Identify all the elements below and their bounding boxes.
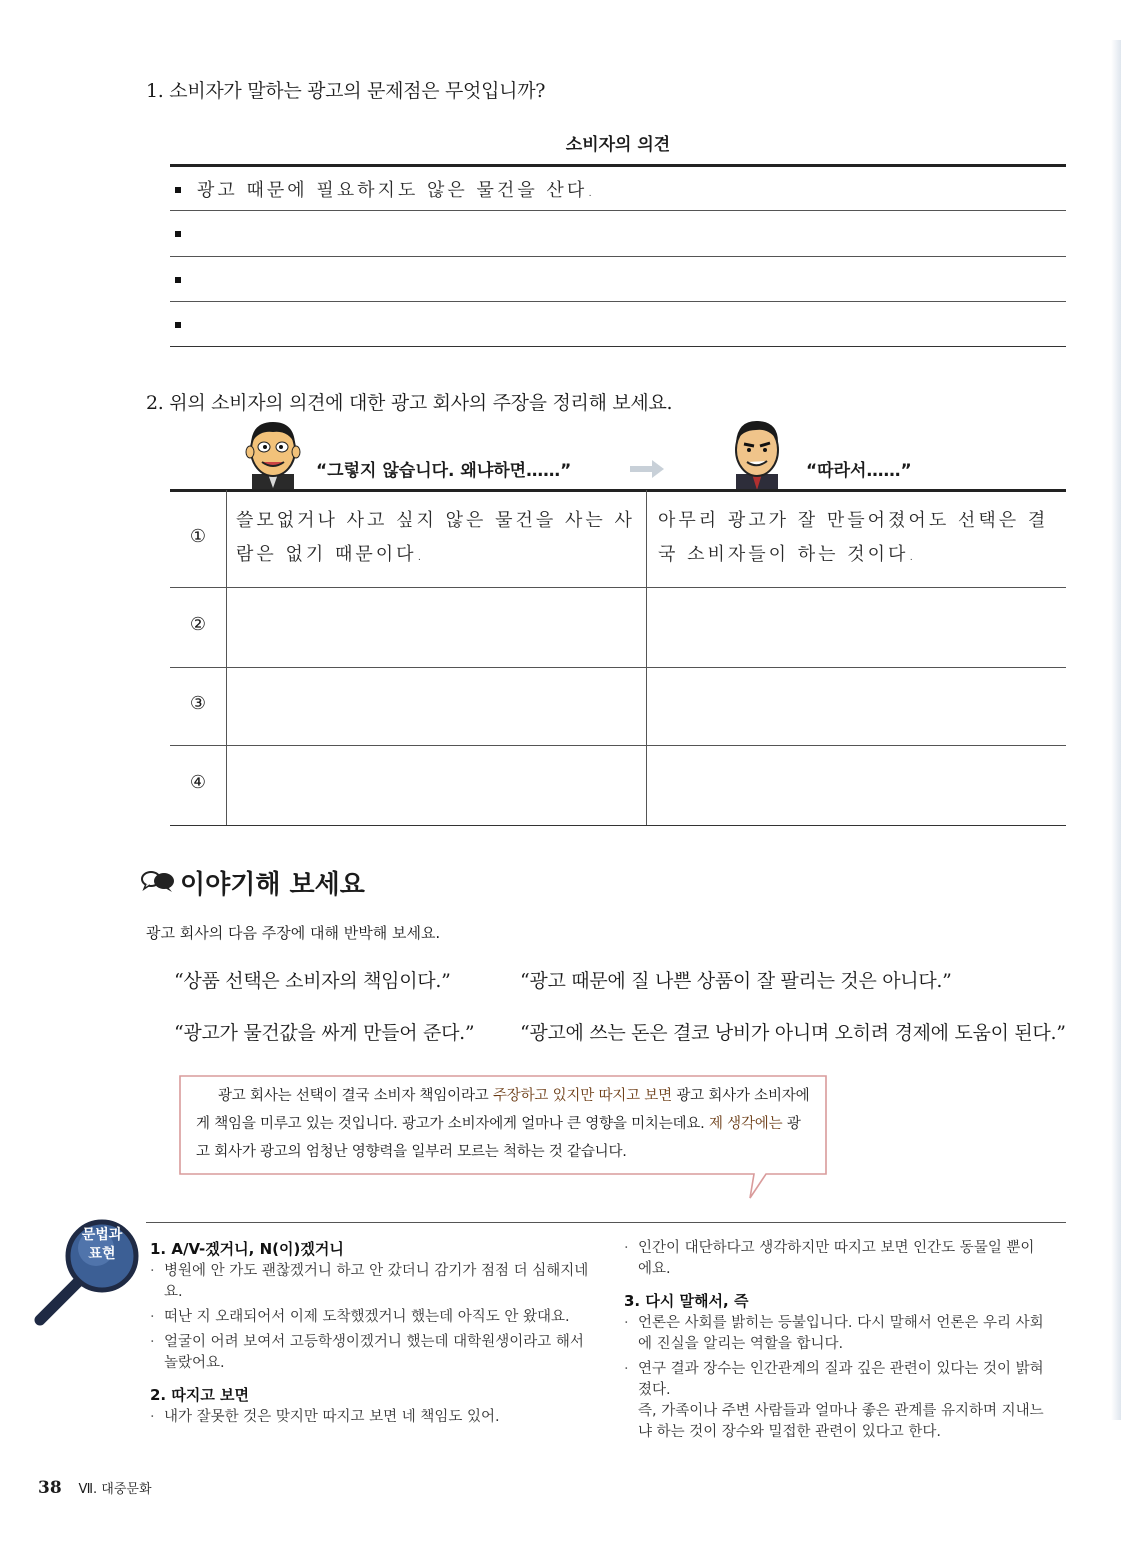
claims-table bbox=[170, 490, 1066, 826]
grammar-right-column bbox=[624, 1238, 1044, 1443]
talk-section-header bbox=[140, 868, 365, 900]
opinion-row[interactable] bbox=[170, 168, 1066, 212]
question-1-title: 1. 소비자가 말하는 광고의 문제점은 무엇입니까? bbox=[146, 80, 546, 102]
table-bottom-rule bbox=[170, 346, 1066, 347]
speech-left: “그렇지 않습니다. 왜냐하면……” bbox=[316, 461, 572, 481]
grammar-heading: 2. 따지고 보면 bbox=[150, 1386, 250, 1404]
grammar-divider bbox=[146, 1222, 1066, 1223]
grammar-example: · 얼굴이 어려 보여서 고등학생이겠거니 했는데 대학원생이라고 해서 놀랐어요. bbox=[150, 1332, 590, 1374]
talk-instruction: 광고 회사의 다음 주장에 대해 반박해 보세요. bbox=[146, 924, 441, 942]
row-number: ② bbox=[189, 614, 207, 635]
row-number: ① bbox=[189, 526, 207, 547]
opinion-table-header: 소비자의 의견 bbox=[565, 135, 671, 155]
grammar-example-continued: 즉, 가족이나 주변 사람들과 얼마나 좋은 관계를 유지하며 지내느냐 하는 것이 장수와 밀접한 관련이 있다고 한다. bbox=[638, 1403, 1044, 1440]
arrow-right-icon bbox=[628, 458, 666, 480]
claim-item: “광고가 물건값을 싸게 만들어 준다.” bbox=[174, 1022, 475, 1044]
row-divider bbox=[170, 256, 1066, 257]
opinion-row[interactable] bbox=[170, 258, 1066, 302]
claim-item: “상품 선택은 소비자의 책임이다.” bbox=[174, 970, 451, 992]
grammar-heading: 1. A/V-겠거니, N(이)겠거니 bbox=[150, 1240, 344, 1258]
opinion-row[interactable] bbox=[170, 303, 1066, 347]
talk-section-title: 이야기해 보세요 bbox=[180, 870, 365, 900]
grammar-example: · 떠난 지 오래되어서 이제 도착했겠거니 했는데 아직도 안 왔대요. bbox=[150, 1307, 590, 1328]
grammar-heading: 3. 다시 말해서, 즉 bbox=[624, 1292, 749, 1310]
row-divider bbox=[170, 210, 1066, 211]
question-2-title: 2. 위의 소비자의 의견에 대한 광고 회사의 주장을 정리해 보세요. bbox=[146, 392, 673, 414]
speech-bubbles-icon bbox=[140, 868, 176, 894]
opinion-row[interactable] bbox=[170, 212, 1066, 256]
row-divider bbox=[170, 745, 1066, 746]
conclusion-answer[interactable]: 아무리 광고가 잘 만들어졌어도 선택은 결국 소비자들이 하는 것이다. bbox=[658, 510, 1049, 565]
grammar-example: · 인간이 대단하다고 생각하지만 따지고 보면 인간도 동물일 뿐이에요. bbox=[624, 1238, 1044, 1280]
ad-company-man-left-icon bbox=[238, 414, 308, 492]
table-top-rule bbox=[170, 164, 1066, 167]
row-divider bbox=[170, 825, 1066, 826]
opinion-answer: 광고 때문에 필요하지도 않은 물건을 산다. bbox=[197, 180, 596, 201]
claim-item: “광고에 쓰는 돈은 결코 낭비가 아니며 오히려 경제에 도움이 된다.” bbox=[520, 1022, 1066, 1044]
row-divider bbox=[170, 587, 1066, 588]
bullet-icon bbox=[175, 322, 181, 328]
row-divider bbox=[170, 667, 1066, 668]
speech-right: “따라서……” bbox=[806, 461, 912, 481]
grammar-example: · 병원에 안 가도 괜찮겠거니 하고 안 갔더니 감기가 점점 더 심해지네요. bbox=[150, 1261, 590, 1303]
grammar-badge-label: 문법과 표현 bbox=[81, 1227, 123, 1262]
bullet-icon bbox=[175, 277, 181, 283]
answer-text: 광고 회사는 선택이 결국 소비자 책임이라고 주장하고 있지만 따지고 보면 광고 회사가 소비자에게 책임을 미루고 있는 것입니다. 광고가 소비자에게 얼마나 큰 영향을 미치는데요. 제 생각에는 광고 회사가 광고의 엄청난 영향력을 일부러 모르는 척하는 것 같습니다. bbox=[196, 1088, 810, 1160]
claim-item: “광고 때문에 질 나쁜 상품이 잘 팔리는 것은 아니다.” bbox=[520, 970, 952, 992]
grammar-badge bbox=[34, 1214, 144, 1330]
grammar-left-column bbox=[150, 1238, 590, 1432]
ad-company-man-right-icon bbox=[722, 414, 792, 492]
page-edge bbox=[1111, 40, 1121, 1420]
grammar-example: · 내가 잘못한 것은 맞지만 따지고 보면 네 책임도 있어. bbox=[150, 1407, 590, 1428]
grammar-example: · 연구 결과 장수는 인간관계의 질과 깊은 관련이 있다는 것이 밝혀졌다. bbox=[624, 1359, 1044, 1401]
grammar-example: · 언론은 사회를 밝히는 등불입니다. 다시 말해서 언론은 우리 사회에 진실을 알리는 역할을 합니다. bbox=[624, 1313, 1044, 1355]
reason-answer[interactable]: 쓸모없거나 사고 싶지 않은 물건을 사는 사람은 없기 때문이다. bbox=[236, 510, 635, 565]
row-number: ④ bbox=[189, 772, 207, 793]
column-divider bbox=[646, 490, 647, 826]
chapter-label: Ⅶ. 대중문화 bbox=[78, 1482, 152, 1497]
bullet-icon bbox=[175, 187, 181, 193]
row-divider bbox=[170, 301, 1066, 302]
page-footer bbox=[38, 1478, 152, 1498]
page-number: 38 bbox=[38, 1478, 62, 1498]
bullet-icon bbox=[175, 231, 181, 237]
answer-bubble bbox=[176, 1074, 830, 1174]
column-divider bbox=[226, 490, 227, 826]
row-number: ③ bbox=[189, 693, 207, 714]
